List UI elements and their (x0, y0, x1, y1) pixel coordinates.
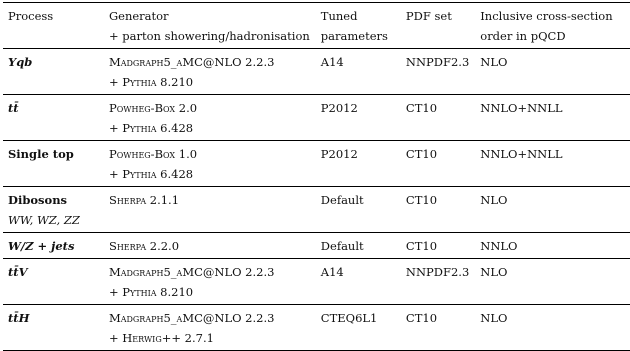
tune-cell (316, 95, 401, 141)
shower-generator: + Herwig++ 2.7.1 (108, 331, 214, 345)
generator-cell (104, 233, 316, 259)
tune-cell (316, 259, 401, 305)
process-cell (3, 141, 104, 187)
header-tuned-line1: Tuned (320, 9, 358, 23)
process-name: W/Z + jets (8, 239, 75, 253)
table-row (3, 305, 630, 351)
pdf-value: NNPDF2.3 (405, 265, 470, 279)
tune-value: P2012 (320, 101, 358, 115)
tune-value: P2012 (320, 147, 358, 161)
table-row (3, 233, 630, 259)
order-cell (475, 259, 630, 305)
shower-generator: + Pythia 6.428 (108, 167, 194, 181)
table-row (3, 187, 630, 233)
table-header (3, 3, 630, 49)
tune-cell (316, 141, 401, 187)
order-value: NLO (480, 311, 508, 325)
process-cell (3, 95, 104, 141)
process-name: Yqb (8, 55, 33, 69)
order-cell (475, 95, 630, 141)
header-row (3, 3, 630, 49)
tune-cell (316, 233, 401, 259)
generator-cell (104, 95, 316, 141)
header-generator-line1: Generator (108, 9, 169, 23)
tune-cell (316, 187, 401, 233)
tune-value: CTEQ6L1 (320, 311, 378, 325)
order-cell (475, 305, 630, 351)
process-cell (3, 187, 104, 233)
pdf-value: NNPDF2.3 (405, 55, 470, 69)
header-tuned (316, 3, 401, 49)
process-name: tt̄V (8, 265, 28, 279)
process-name: tt̄H (8, 311, 30, 325)
table-row (3, 141, 630, 187)
pdf-value: CT10 (405, 101, 438, 115)
process-name: Dibosons (8, 193, 68, 207)
tune-value: Default (320, 193, 364, 207)
pdf-value: CT10 (405, 193, 438, 207)
header-pdf (401, 3, 475, 49)
shower-generator: + Pythia 8.210 (108, 285, 194, 299)
order-cell (475, 141, 630, 187)
process-cell (3, 49, 104, 95)
generator-name: Madgraph5_aMC@NLO 2.2.3 (108, 55, 275, 69)
generator-cell (104, 187, 316, 233)
tune-cell (316, 49, 401, 95)
header-generator-line2: + parton showering/hadronisation (108, 29, 310, 43)
table-row (3, 49, 630, 95)
order-cell (475, 187, 630, 233)
tune-value: A14 (320, 55, 344, 69)
header-tuned-line2: parameters (320, 29, 388, 43)
pdf-cell (401, 305, 475, 351)
order-value: NNLO (480, 239, 518, 253)
tune-cell (316, 305, 401, 351)
tune-value: Default (320, 239, 364, 253)
generator-name: Powheg-Box 2.0 (108, 101, 198, 115)
generator-name: Madgraph5_aMC@NLO 2.2.3 (108, 265, 275, 279)
process-cell (3, 233, 104, 259)
generator-name: Powheg-Box 1.0 (108, 147, 198, 161)
generator-cell (104, 305, 316, 351)
pdf-value: CT10 (405, 311, 438, 325)
order-value: NLO (480, 55, 508, 69)
process-cell (3, 259, 104, 305)
generator-name: Sherpa 2.2.0 (108, 239, 180, 253)
pdf-cell (401, 141, 475, 187)
generator-cell (104, 141, 316, 187)
process-name: Single top (8, 147, 74, 161)
header-pdf-label: PDF set (405, 9, 452, 23)
table-body (3, 49, 630, 351)
order-cell (475, 49, 630, 95)
pdf-value: CT10 (405, 239, 438, 253)
pdf-cell (401, 49, 475, 95)
header-xs-line2: order in pQCD (480, 29, 566, 43)
generator-name: Sherpa 2.1.1 (108, 193, 180, 207)
order-value: NNLO+NNLL (480, 147, 563, 161)
header-xs-line1: Inclusive cross-section (480, 9, 613, 23)
header-process-label: Process (8, 9, 54, 23)
order-value: NLO (480, 193, 508, 207)
process-subtypes: WW, WZ, ZZ (8, 213, 80, 227)
table-row (3, 259, 630, 305)
generator-cell (104, 259, 316, 305)
shower-generator: + Pythia 8.210 (108, 75, 194, 89)
order-value: NLO (480, 265, 508, 279)
pdf-cell (401, 95, 475, 141)
header-process (3, 3, 104, 49)
tune-value: A14 (320, 265, 344, 279)
shower-generator: + Pythia 6.428 (108, 121, 194, 135)
order-cell (475, 233, 630, 259)
pdf-cell (401, 233, 475, 259)
process-name: tt̄ (8, 101, 19, 115)
generator-name: Madgraph5_aMC@NLO 2.2.3 (108, 311, 275, 325)
process-cell (3, 305, 104, 351)
header-generator (104, 3, 316, 49)
pdf-cell (401, 187, 475, 233)
pdf-value: CT10 (405, 147, 438, 161)
table-row (3, 95, 630, 141)
mc-samples-table (3, 2, 630, 351)
order-value: NNLO+NNLL (480, 101, 563, 115)
header-cross-section (475, 3, 630, 49)
generator-cell (104, 49, 316, 95)
pdf-cell (401, 259, 475, 305)
